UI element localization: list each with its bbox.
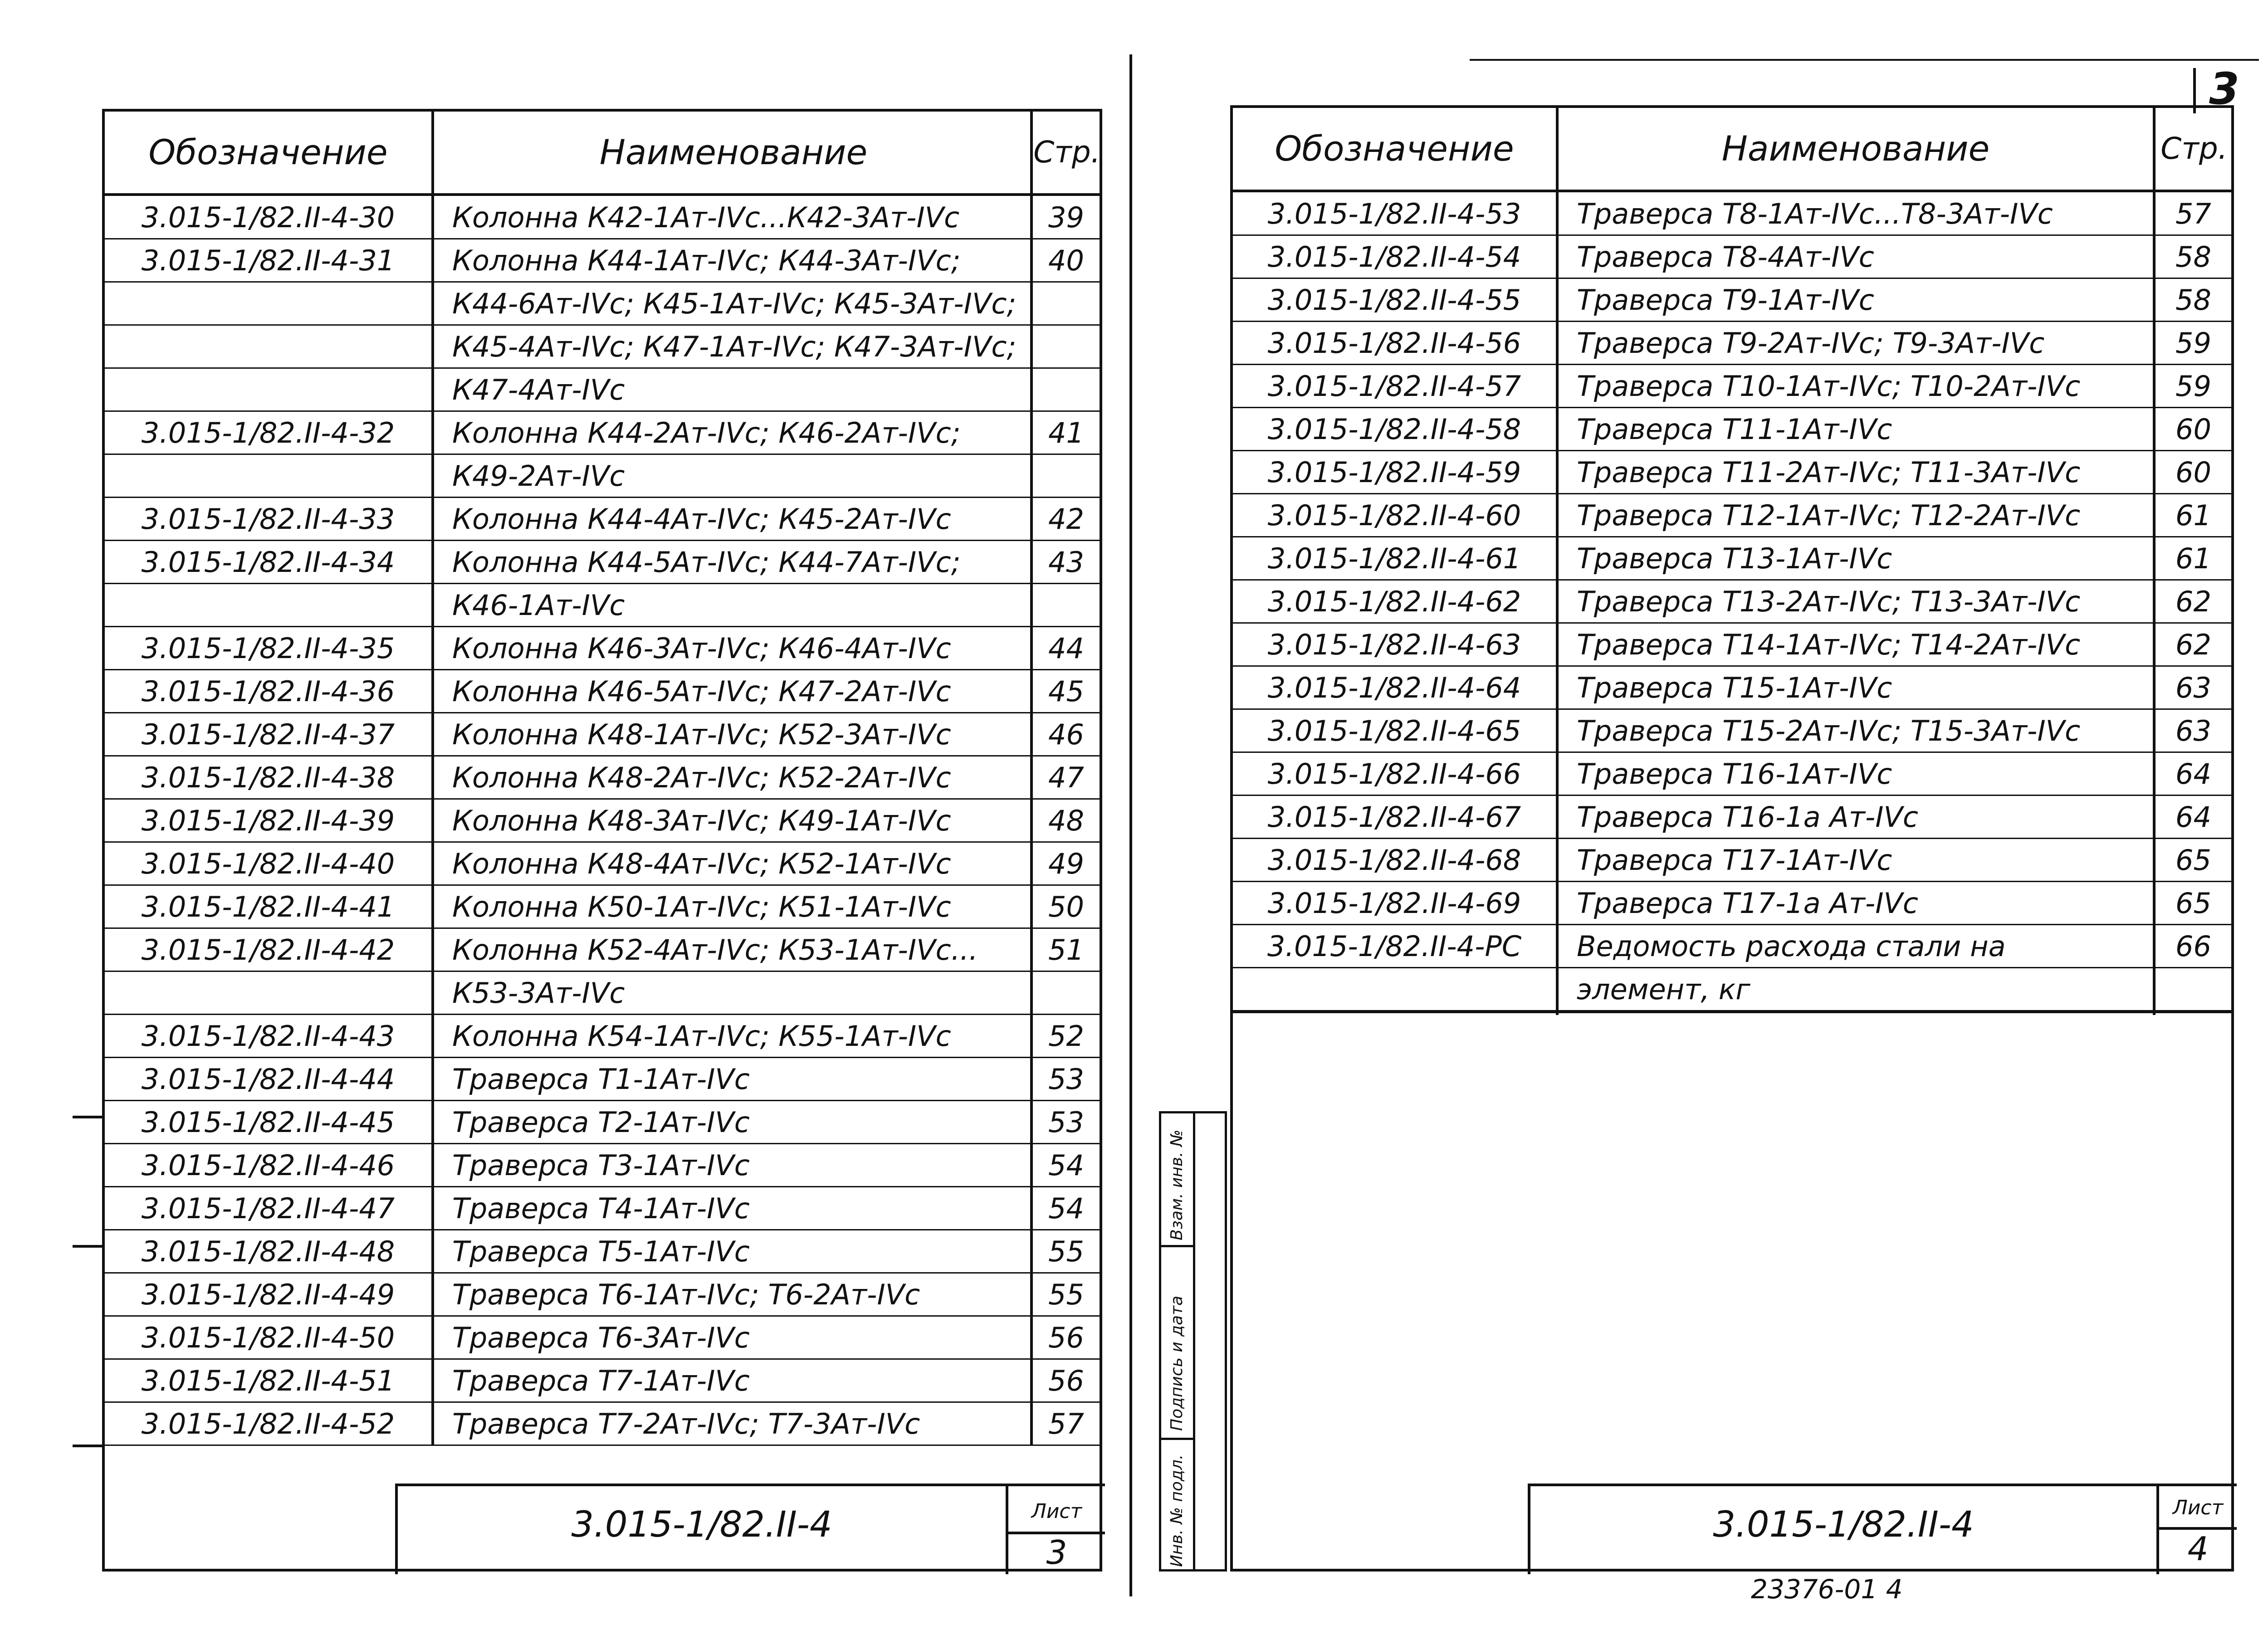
row-designation: [105, 584, 431, 627]
row-designation: 3.015-1/82.II-4-41: [141, 890, 395, 923]
row-name: Траверса Т13-1Ат-IVс: [1577, 542, 1892, 575]
left-sheet: [102, 109, 1102, 1572]
row-designation: 3.015-1/82.II-4-43: [141, 1020, 395, 1053]
row-designation: 3.015-1/82.II-4-36: [141, 675, 395, 708]
row-name: Траверса Т5-1Ат-IVс: [452, 1235, 750, 1268]
left-table-header: [105, 112, 1100, 196]
left-stamp-sheet-number: 3: [1046, 1533, 1067, 1572]
row-name: Колонна К54-1Ат-IVс; К55-1Ат-IVс: [452, 1020, 951, 1053]
row-name: Колонна К48-2Ат-IVс; К52-2Ат-IVс: [452, 761, 951, 794]
row-page: 52: [1048, 1020, 1084, 1053]
table-row: [105, 1058, 1100, 1101]
table-row: [1233, 580, 2231, 623]
table-row: [1233, 494, 2231, 537]
row-designation: 3.015-1/82.II-4-31: [141, 244, 395, 277]
table-row: [1233, 537, 2231, 580]
table-row: [1233, 278, 2231, 322]
header-designation: Обозначение: [148, 132, 388, 172]
side-label-podpis-data: Подпись и дата: [1168, 1295, 1186, 1431]
table-row: [1233, 752, 2231, 796]
row-designation: 3.015-1/82.II-4-63: [1267, 628, 1521, 661]
row-designation: 3.015-1/82.II-4-57: [1267, 370, 1521, 403]
row-designation: 3.015-1/82.II-4-56: [1267, 327, 1521, 360]
row-page: [1033, 971, 1100, 1015]
row-designation: 3.015-1/82.II-4-32: [141, 416, 395, 449]
row-name: Траверса Т17-1Ат-IVс: [1577, 844, 1892, 877]
row-name: К53-3Ат-IVс: [452, 976, 625, 1010]
row-page: 53: [1048, 1063, 1084, 1096]
row-page: 64: [2175, 757, 2211, 791]
row-page: 40: [1048, 244, 1084, 277]
row-designation: 3.015-1/82.II-4-67: [1267, 800, 1521, 834]
row-designation: 3.015-1/82.II-4-38: [141, 761, 395, 794]
row-designation: 3.015-1/82.II-4-50: [141, 1321, 395, 1354]
row-name: Траверса Т16-1Ат-IVс: [1577, 757, 1892, 791]
row-name: Траверса Т8-4Ат-IVс: [1577, 240, 1874, 273]
table-row: [105, 670, 1100, 713]
row-designation: 3.015-1/82.II-4-48: [141, 1235, 395, 1268]
row-page: 48: [1048, 804, 1084, 837]
row-name: Траверса Т6-1Ат-IVс; Т6-2Ат-IVс: [452, 1278, 920, 1311]
row-name: Колонна К48-1Ат-IVс; К52-3Ат-IVс: [452, 718, 951, 751]
table-row: [1233, 709, 2231, 752]
table-row: [105, 454, 1100, 498]
row-designation: 3.015-1/82.II-4-49: [141, 1278, 395, 1311]
side-approval-strip: [1159, 1111, 1227, 1572]
row-page: 56: [1048, 1364, 1084, 1397]
row-page: 60: [2175, 413, 2211, 446]
row-name: Колонна К44-4Ат-IVс; К45-2Ат-IVс: [452, 503, 951, 536]
table-row: [105, 885, 1100, 928]
row-designation: 3.015-1/82.II-4-39: [141, 804, 395, 837]
row-designation: [105, 282, 431, 325]
row-page: 57: [2175, 197, 2211, 230]
row-designation: 3.015-1/82.II-4-46: [141, 1149, 395, 1182]
row-designation: 3.015-1/82.II-4-62: [1267, 585, 1521, 618]
row-designation: 3.015-1/82.II-4-54: [1267, 240, 1521, 273]
table-row: [1233, 968, 2231, 1011]
row-name: Траверса Т7-1Ат-IVс: [452, 1364, 750, 1397]
table-row: [105, 196, 1100, 239]
table-row: [1233, 451, 2231, 494]
row-page: 61: [2175, 542, 2211, 575]
header-name: Наименование: [599, 132, 868, 172]
row-page: 45: [1048, 675, 1084, 708]
table-row: [105, 411, 1100, 454]
table-row: [105, 928, 1100, 971]
row-designation: 3.015-1/82.II-4-60: [1267, 499, 1521, 532]
header-designation: Обозначение: [1275, 128, 1514, 169]
row-page: 55: [1048, 1235, 1084, 1268]
row-name: К49-2Ат-IVс: [452, 459, 625, 493]
row-name: Траверса Т6-3Ат-IVс: [452, 1321, 750, 1354]
table-row: [1233, 365, 2231, 408]
bottom-archive-number: 23376-01 4: [1751, 1574, 1903, 1605]
row-name: Колонна К44-5Ат-IVс; К44-7Ат-IVс;: [452, 546, 961, 579]
table-row: [105, 1273, 1100, 1316]
row-designation: [105, 325, 431, 368]
table-row: [105, 325, 1100, 368]
table-row: [105, 1015, 1100, 1058]
scan-center-line: [1129, 54, 1132, 1596]
left-edge-tick-1: [73, 1116, 104, 1118]
table-row: [1233, 925, 2231, 968]
row-designation: 3.015-1/82.II-4-68: [1267, 844, 1521, 877]
row-page: 43: [1048, 546, 1084, 579]
side-strip-divider: [1193, 1113, 1195, 1569]
row-designation: 3.015-1/82.II-4-44: [141, 1063, 395, 1096]
row-page: 56: [1048, 1321, 1084, 1354]
row-name: Колонна К46-3Ат-IVс; К46-4Ат-IVс: [452, 632, 951, 665]
right-top-rule: [1470, 59, 2259, 61]
row-name: Траверса Т3-1Ат-IVс: [452, 1149, 750, 1182]
table-row: [105, 1316, 1100, 1359]
row-designation: 3.015-1/82.II-4-40: [141, 847, 395, 880]
table-row: [105, 239, 1100, 282]
row-page: 66: [2175, 930, 2211, 963]
row-rule: [105, 1445, 1100, 1446]
row-name: Траверса Т17-1а Ат-IVс: [1577, 887, 1919, 920]
side-strip-cell-1: [1161, 1438, 1193, 1440]
row-name: Колонна К44-1Ат-IVс; К44-3Ат-IVс;: [452, 244, 961, 277]
row-name: Траверса Т9-2Ат-IVс; Т9-3Ат-IVс: [1577, 327, 2045, 360]
table-row: [105, 799, 1100, 842]
row-page: 58: [2175, 240, 2211, 273]
row-name: элемент, кг: [1577, 973, 1750, 1006]
table-row: [1233, 666, 2231, 709]
table-row: [105, 1144, 1100, 1187]
right-stamp-sheet-number: 4: [2187, 1530, 2209, 1568]
row-name: Траверса Т13-2Ат-IVс; Т13-3Ат-IVс: [1577, 585, 2081, 618]
row-name: Траверса Т4-1Ат-IVс: [452, 1192, 750, 1225]
row-name: Траверса Т14-1Ат-IVс; Т14-2Ат-IVс: [1577, 628, 2081, 661]
row-designation: 3.015-1/82.II-4-61: [1267, 542, 1521, 575]
row-page: [1033, 368, 1100, 411]
row-name: Колонна К46-5Ат-IVс; К47-2Ат-IVс: [452, 675, 951, 708]
table-row: [105, 1402, 1100, 1445]
header-page: Стр.: [2160, 131, 2228, 166]
row-page: 39: [1048, 201, 1084, 234]
right-title-block: [1528, 1484, 2237, 1574]
row-designation: 3.015-1/82.II-4-37: [141, 718, 395, 751]
right-corner-number: 3: [2209, 63, 2239, 114]
row-designation: 3.015-1/82.II-4-51: [141, 1364, 395, 1397]
row-name: Траверса Т11-2Ат-IVс; Т11-3Ат-IVс: [1577, 456, 2081, 489]
right-sheet: [1230, 105, 2234, 1572]
row-page: 51: [1048, 933, 1084, 966]
row-designation: 3.015-1/82.II-4-47: [141, 1192, 395, 1225]
row-designation: 3.015-1/82.II-4-66: [1267, 757, 1521, 791]
row-page: 63: [2175, 671, 2211, 704]
table-row: [1233, 623, 2231, 666]
row-page: 63: [2175, 714, 2211, 747]
row-page: 54: [1048, 1149, 1084, 1182]
row-page: 50: [1048, 890, 1084, 923]
row-designation: 3.015-1/82.II-4-35: [141, 632, 395, 665]
row-designation: 3.015-1/82.II-4-45: [141, 1106, 395, 1139]
row-page: [2156, 968, 2231, 1011]
row-page: 59: [2175, 370, 2211, 403]
row-page: 42: [1048, 503, 1084, 536]
row-name: Траверса Т11-1Ат-IVс: [1577, 413, 1892, 446]
table-row: [105, 1359, 1100, 1402]
row-designation: 3.015-1/82.II-4-52: [141, 1407, 395, 1440]
row-name: Колонна К48-3Ат-IVс; К49-1Ат-IVс: [452, 804, 951, 837]
row-name: К44-6Ат-IVс; К45-1Ат-IVс; К45-3Ат-IVс;: [452, 287, 1017, 320]
row-page: 49: [1048, 847, 1084, 880]
row-designation: [105, 971, 431, 1015]
left-stamp-code: 3.015-1/82.II-4: [571, 1504, 832, 1545]
table-row: [1233, 322, 2231, 365]
row-name: Траверса Т8-1Ат-IVс...Т8-3Ат-IVс: [1577, 197, 2053, 230]
row-designation: 3.015-1/82.II-4-69: [1267, 887, 1521, 920]
row-page: 59: [2175, 327, 2211, 360]
row-name: Траверса Т15-1Ат-IVс: [1577, 671, 1892, 704]
row-designation: 3.015-1/82.II-4-30: [141, 201, 395, 234]
table-row: [105, 1230, 1100, 1273]
table-row: [105, 1187, 1100, 1230]
row-page: 60: [2175, 456, 2211, 489]
row-name: К45-4Ат-IVс; К47-1Ат-IVс; К47-3Ат-IVс;: [452, 330, 1017, 363]
table-row: [1233, 882, 2231, 925]
row-designation: 3.015-1/82.II-4-65: [1267, 714, 1521, 747]
row-name: Траверса Т7-2Ат-IVс; Т7-3Ат-IVс: [452, 1407, 920, 1440]
row-name: К47-4Ат-IVс: [452, 373, 625, 406]
table-row: [105, 842, 1100, 885]
row-designation: 3.015-1/82.II-4-55: [1267, 283, 1521, 317]
table-row: [105, 627, 1100, 670]
row-name: Траверса Т12-1Ат-IVс; Т12-2Ат-IVс: [1577, 499, 2081, 532]
row-name: Траверса Т10-1Ат-IVс; Т10-2Ат-IVс: [1577, 370, 2081, 403]
table-row: [105, 756, 1100, 799]
row-name: Траверса Т1-1Ат-IVс: [452, 1063, 750, 1096]
row-name: Колонна К50-1Ат-IVс; К51-1Ат-IVс: [452, 890, 951, 923]
row-page: 54: [1048, 1192, 1084, 1225]
right-table-bottom-rule: [1233, 1010, 2231, 1013]
side-strip-cell-2: [1161, 1245, 1193, 1247]
row-page: 46: [1048, 718, 1084, 751]
row-designation: 3.015-1/82.II-4-59: [1267, 456, 1521, 489]
row-designation: 3.015-1/82.II-4-42: [141, 933, 395, 966]
right-stamp-sheet-label: Лист: [2172, 1496, 2224, 1519]
row-designation: 3.015-1/82.II-4-34: [141, 546, 395, 579]
row-name: Колонна К42-1Ат-IVс...К42-3Ат-IVс: [452, 201, 960, 234]
row-designation: [1233, 968, 1556, 1011]
row-designation: [105, 454, 431, 498]
row-designation: 3.015-1/82.II-4-РС: [1267, 930, 1522, 963]
right-table-header: [1233, 108, 2231, 192]
row-name: Траверса Т2-1Ат-IVс: [452, 1106, 750, 1139]
row-name: Траверса Т16-1а Ат-IVс: [1577, 800, 1919, 834]
row-page: 55: [1048, 1278, 1084, 1311]
row-page: 64: [2175, 800, 2211, 834]
table-row: [105, 368, 1100, 411]
row-name: Траверса Т15-2Ат-IVс; Т15-3Ат-IVс: [1577, 714, 2081, 747]
row-page: 65: [2175, 844, 2211, 877]
row-page: 44: [1048, 632, 1084, 665]
row-name: Траверса Т9-1Ат-IVс: [1577, 283, 1874, 317]
side-label-inv-podl: Инв. № подл.: [1168, 1454, 1186, 1567]
table-row: [1233, 408, 2231, 451]
table-row: [105, 498, 1100, 541]
row-designation: 3.015-1/82.II-4-58: [1267, 413, 1521, 446]
table-row: [1233, 192, 2231, 235]
table-row: [105, 1101, 1100, 1144]
row-page: [1033, 454, 1100, 498]
table-row: [105, 713, 1100, 756]
table-row: [105, 541, 1100, 584]
table-row: [105, 971, 1100, 1015]
header-page: Стр.: [1033, 135, 1100, 170]
row-name: Колонна К48-4Ат-IVс; К52-1Ат-IVс: [452, 847, 951, 880]
row-name: Колонна К44-2Ат-IVс; К46-2Ат-IVс;: [452, 416, 961, 449]
table-row: [105, 282, 1100, 325]
row-page: 61: [2175, 499, 2211, 532]
row-designation: 3.015-1/82.II-4-33: [141, 503, 395, 536]
table-row: [105, 584, 1100, 627]
row-page: 53: [1048, 1106, 1084, 1139]
row-page: [1033, 325, 1100, 368]
right-stamp-code: 3.015-1/82.II-4: [1713, 1504, 1974, 1545]
left-edge-tick-3: [73, 1445, 104, 1447]
row-page: 57: [1048, 1407, 1084, 1440]
row-designation: 3.015-1/82.II-4-64: [1267, 671, 1521, 704]
row-designation: 3.015-1/82.II-4-53: [1267, 197, 1521, 230]
row-page: 62: [2175, 585, 2211, 618]
row-name: Ведомость расхода стали на: [1577, 930, 2006, 963]
table-row: [1233, 235, 2231, 278]
row-page: [1033, 282, 1100, 325]
row-page: 41: [1048, 416, 1084, 449]
left-edge-tick-2: [73, 1245, 104, 1248]
row-page: 62: [2175, 628, 2211, 661]
side-label-vzam-inv: Взам. инв. №: [1168, 1129, 1186, 1240]
table-row: [1233, 796, 2231, 839]
left-stamp-sheet-label: Лист: [1031, 1500, 1082, 1523]
row-name: К46-1Ат-IVс: [452, 589, 625, 622]
row-name: Колонна К52-4Ат-IVс; К53-1Ат-IVс...: [452, 933, 978, 966]
left-title-block: [395, 1484, 1105, 1574]
table-row: [1233, 839, 2231, 882]
row-page: [1033, 584, 1100, 627]
row-page: 58: [2175, 283, 2211, 317]
row-page: 47: [1048, 761, 1084, 794]
row-page: 65: [2175, 887, 2211, 920]
header-name: Наименование: [1721, 128, 1990, 169]
row-designation: [105, 368, 431, 411]
